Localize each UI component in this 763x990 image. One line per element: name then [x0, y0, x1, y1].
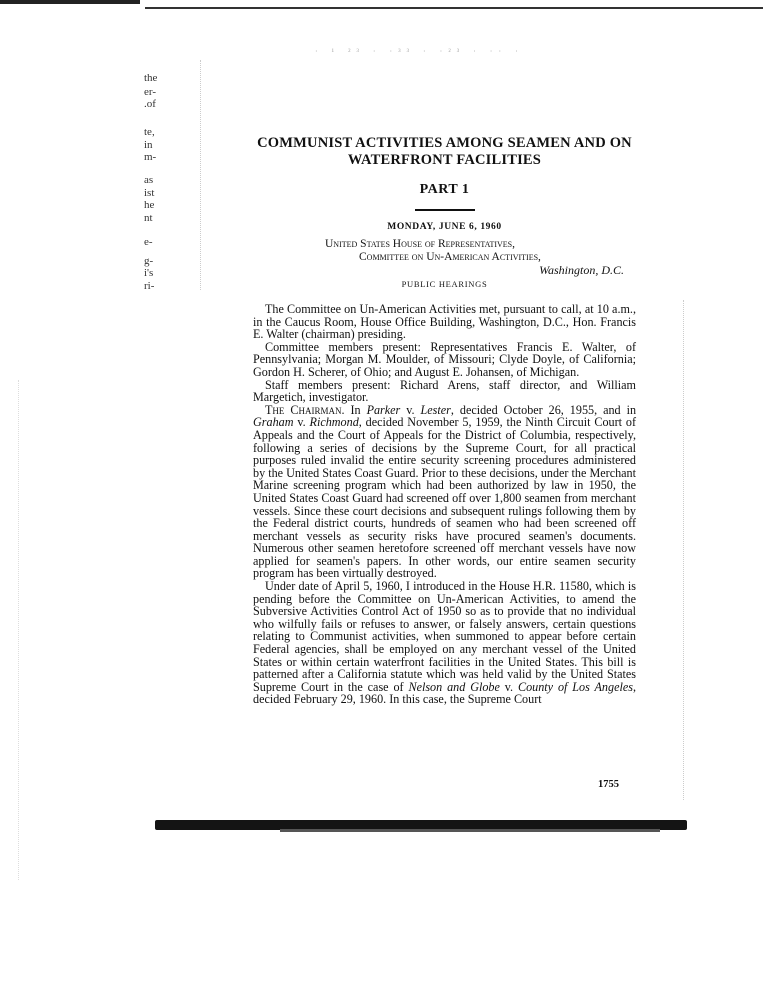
text-run: In — [344, 402, 367, 417]
case-name: County of Los Angeles — [517, 679, 633, 694]
document-title-line1: COMMUNIST ACTIVITIES AMONG SEAMEN AND ON — [257, 135, 632, 151]
speaker-label: The Chairman. — [265, 402, 345, 417]
case-name: Richmond — [309, 415, 359, 430]
margin-fragment: te, — [144, 126, 155, 138]
margin-fragment: ri- — [144, 280, 155, 292]
margin-fragment: he — [144, 199, 155, 211]
margin-fragment: nt — [144, 212, 153, 224]
case-name: Lester — [420, 402, 451, 417]
paragraph — [253, 404, 636, 580]
paragraph — [253, 580, 636, 706]
margin-fragment: in — [144, 139, 153, 151]
margin-fragment: ist — [144, 187, 155, 199]
document-heading-block — [253, 135, 636, 289]
margin-fragment: .of — [144, 98, 156, 110]
margin-fragment: er- — [144, 86, 156, 98]
paragraph: Committee members present: Representatives Francis E. Walter, of Pennsylvania; Morgan M. Moulder, of Missouri; Clyde Doyle, of California; Gordon H. Scherer, of Ohio; and August E. Johansen, of Michigan. — [253, 339, 636, 379]
text-run: Under date of April 5, 1960, I introduced in the House H.R. 11580, which is pending before the Committee on Un-American Activities, to amend the Subversive Activities Control Act of 1950 so as to provide that no individual who wilfully fails or refuses to answer, or falsely answers, certain questions relating to Communist activities, when summoned to appear before certain Federal agencies, shall be employed on any merchant vessel of the United States or within certain waterfront facilities in the United States. This bill is patterned after a California statute which was held valid by the United States Supreme Court in the case of — [253, 579, 636, 694]
text-run: v. — [400, 402, 421, 417]
text-run: , decided February 29, 1960. In this case, the Supreme Court — [253, 679, 636, 707]
page-number: 1755 — [598, 779, 619, 790]
margin-fragment: as — [144, 174, 154, 186]
case-name: Graham — [253, 415, 294, 430]
bleed-through-header: · ¹ ²³ · ·³³ · ·²³ · ·· · — [315, 47, 524, 56]
place-line: Washington, D.C. — [539, 263, 624, 277]
text-run: , decided October 26, 1955, and in — [450, 402, 637, 417]
scan-speckle-column — [18, 380, 20, 880]
public-hearings-label: PUBLIC HEARINGS — [401, 279, 488, 289]
document-body — [253, 303, 636, 706]
margin-fragment: e- — [144, 236, 153, 248]
committee-line: Committee on Un-American Activities, — [359, 251, 541, 263]
text-run: , decided November 5, 1959, the Ninth Circuit Court of Appeals and the Court of Appeals for the District of Columbia, respectively, following a series of decisions by the Supreme Court, for all practical purposes ruled invalid the entire security screening procedures administered by the United States Coast Guard. Prior to these decisions, under the Merchant Marine screening program which had been authorized by law in 1950, the United States Coast Guard had screened off over 1,800 seamen from merchant vessels. Since these court decisions and subsequent rulings following them by the Federal district courts, hundreds of seamen who had been screened off merchant vessels as security risks have procured seamen's documents. Numerous other seamen heretofore screened off merchant vessels have now applied for seamen's papers. In other words, our entire seamen security program has been virtually destroyed. — [253, 415, 636, 581]
text-run: v. — [499, 679, 518, 694]
margin-fragment: i's — [144, 267, 154, 279]
scan-speckle-column — [683, 300, 685, 800]
bottom-scan-band-shadow — [280, 829, 660, 832]
margin-fragment: m- — [144, 151, 157, 163]
paragraph: The Committee on Un-American Activities met, pursuant to call, at 10 a.m., in the Caucus Room, House Office Building, Washington, D.C., Hon. Francis E. Walter (chairman) presiding. — [253, 302, 636, 342]
margin-fragment: g- — [144, 255, 154, 267]
case-name: Parker — [366, 402, 401, 417]
top-edge-rule-right — [145, 7, 763, 9]
paragraph: Staff members present: Richard Arens, staff director, and William Margetich, investigator. — [253, 377, 636, 405]
part-heading: PART 1 — [419, 182, 470, 197]
heading-divider — [415, 209, 475, 211]
text-run: v. — [293, 415, 310, 430]
case-name: Nelson and Globe — [408, 679, 500, 694]
hearing-date: MONDAY, JUNE 6, 1960 — [387, 222, 502, 232]
margin-fragment: the — [144, 72, 158, 84]
top-edge-rule-left — [0, 0, 140, 4]
house-line: United States House of Representatives, — [325, 238, 515, 250]
scan-speckle-column — [200, 60, 202, 290]
document-title-line2: WATERFRONT FACILITIES — [347, 152, 542, 168]
